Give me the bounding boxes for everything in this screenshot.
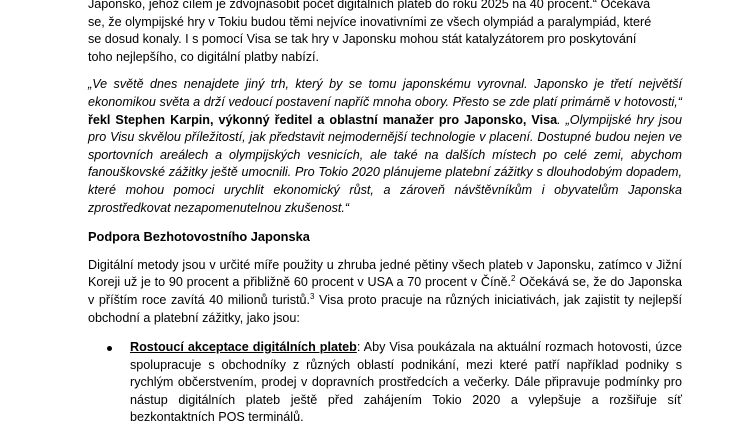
body-paragraph [88,257,682,327]
intro-line: toho nejlepšího, co digitální platby nabízí. [88,49,320,64]
footnote-ref[interactable]: 2 [510,274,516,284]
bullet-item [88,339,682,427]
intro-line: se, že olympijské hry v Tokiu budou těmi nejvíce inovativními ze všech olympiád a paralympiád, které [88,14,652,29]
bullet-text: : Aby Visa poukázala na aktuální rozmach hotovosti, úzce spolupracuje s obchodníky z různých oblastí podnikání, mezi které patří například podniky s rychlým občerstvením, prodej v dopravních prostředcích a večerky. Dále připravuje podmínky pro nástup digitálních plateb ještě před zahájením Tokio 2020 a vylepšuje a rozšiřuje síť bezkontaktních POS terminálů. [130,340,682,425]
quote-paragraph [88,76,682,217]
bullet-paragraph [130,339,682,427]
body-text: Očekává se, že do Japonska v příštím roce zavítá 40 milionů turistů. [88,275,682,307]
intro-line: se dosud konaly. I s pomocí Visa se tak hry v Japonsku mohou stát katalyzátorem pro poskytování [88,32,637,47]
document-page [88,0,682,427]
body-text: Visa proto pracuje na různých iniciativách, jak zajistit ty nejlepší obchodní a platební zážitky, jako jsou: [88,292,682,325]
intro-paragraph [88,0,682,66]
quote-speaker: řekl Stephen Karpin, výkonný ředitel a oblastní manažer pro Japonsko, Visa [88,112,558,127]
quote-text: „Ve světě dnes nenajdete jiný trh, který by se tomu japonskému vyrovnal. Japonsko je třetí největší ekonomikou světa a drží vedoucí postavení napříč mnoha obory. Přesto se zde platí primárně v hotovosti,“ [88,77,682,109]
footnote-ref[interactable]: 3 [310,291,315,301]
quote-text-continued: . „Olympijské hry jsou pro Visu skvělou příležitostí, jak představit nejmodernější technologie v placení. Dostupné budou nejen ve sportovních areálech a olympijských vesnicích, ale také na dalších místech po celé zemi, abychom fanouškovské zážitky ještě umocnili. Pro Tokio 2020 plánujeme platební zážitky s dlouhodobým dopadem, které mohou pomoci urychlit ekonomický růst, a zároveň návštěvníkům i obyvatelům Japonska zprostředkovat nezapomenutelnou zkušenost.“ [88,112,682,215]
section-heading: Podpora Bezhotovostního Japonska [88,229,310,245]
intro-line: Japonsko, jehož cílem je zdvojnásobit počet digitálních plateb do roku 2025 na 40 procent.“ Očekává [88,0,651,11]
bullet-title: Rostoucí akceptace digitálních plateb [130,340,357,355]
bullet-list [88,339,682,427]
body-text: Digitální metody jsou v určité míře použity u zhruba jedné pětiny všech plateb v Japonsku, zatímco v Jižní Koreji už je to 90 procent a přibližně 60 procent v USA a 70 procent v Číně. [88,257,682,290]
bullet-dot-icon [107,346,112,351]
